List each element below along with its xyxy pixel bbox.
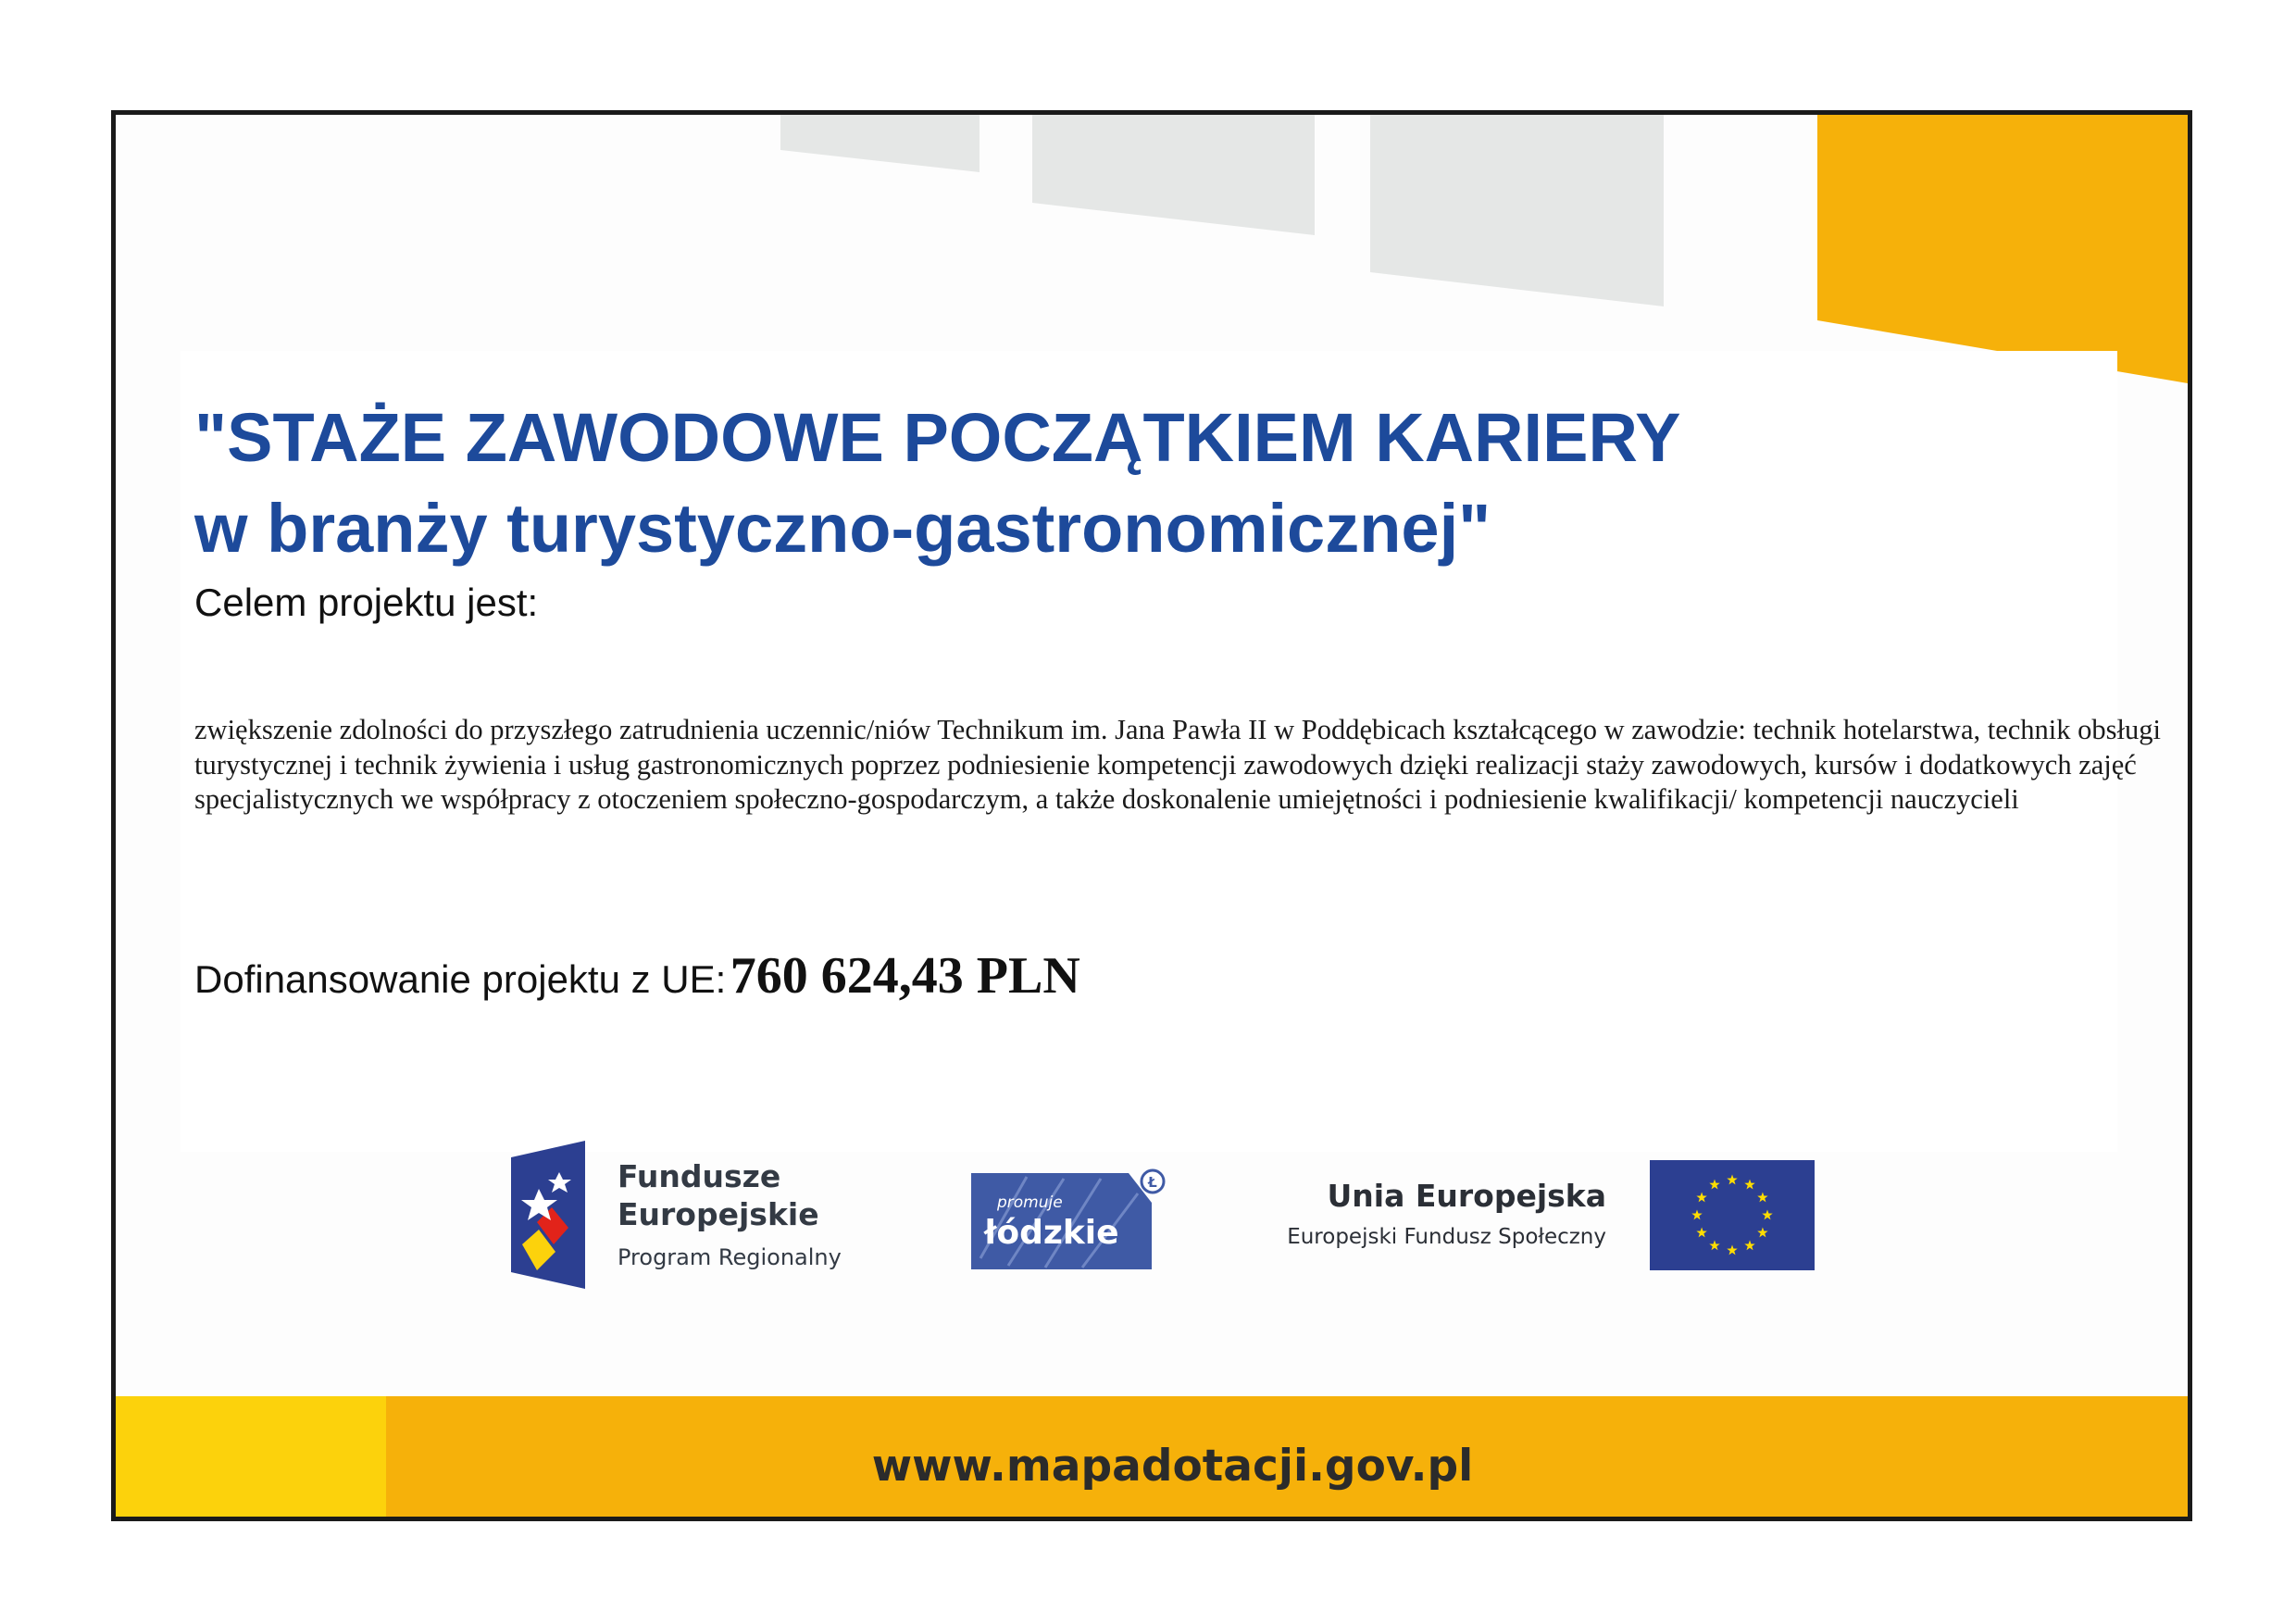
fe-name-line2: Europejskie	[618, 1196, 819, 1232]
poster-frame	[111, 110, 2192, 1521]
fundusze-europejskie-name	[618, 1157, 819, 1233]
funding-value: 760 624,43 PLN	[730, 947, 1080, 1005]
funding-label: Dofinansowanie projektu z UE:	[194, 957, 727, 1001]
project-title	[194, 393, 1681, 574]
grey-panel-2	[1032, 115, 1315, 235]
grey-panel-1	[780, 115, 980, 172]
eu-sub: Europejski Fundusz Społeczny	[1287, 1225, 1606, 1249]
goal-text: zwiększenie zdolności do przyszłego zatrudnienia uczennic/niów Technikum im. Jana Pawła II w Poddębicach kształcącego w zawodzie: technik hotelarstwa, technik obsługi turystycznej i technik żywienia i usług gastronomicznych poprzez podniesienie kompetencji zawodowych dzięki realizacji staży zawodowych, kursów i dodatkowych zajęć specjalistycznych we współpracy z otoczeniem społeczno-gospodarczym, a także doskonalenie umiejętności i podniesienie kwalifikacji/ kompetencji nauczycieli	[194, 714, 2161, 815]
fe-name-line1: Fundusze	[618, 1158, 781, 1194]
fundusze-europejskie-sub: Program Regionalny	[618, 1244, 842, 1270]
goal-label: Celem projektu jest:	[194, 581, 539, 624]
svg-text:Ł: Ł	[1148, 1174, 1157, 1191]
project-title-line2: w branży turystyczno-gastronomicznej"	[194, 490, 1491, 567]
lodzkie-main-text: łódzkie	[984, 1214, 1119, 1252]
fundusze-europejskie-logo	[511, 1141, 881, 1289]
funding-line	[194, 946, 1080, 1006]
grey-panel-3	[1370, 115, 1664, 306]
footer-url[interactable]: www.mapadotacji.gov.pl	[871, 1441, 1474, 1492]
promuje-lodzkie-logo	[971, 1166, 1170, 1277]
eu-flag-icon	[1650, 1160, 1815, 1270]
fundusze-europejskie-logo-icon	[511, 1141, 585, 1289]
eu-name: Unia Europejska	[1327, 1178, 1606, 1214]
eu-text-block	[1273, 1178, 1606, 1249]
project-title-line1: "STAŻE ZAWODOWE POCZĄTKIEM KARIERY	[194, 399, 1681, 476]
lodzkie-pre-text: promuje	[997, 1193, 1063, 1212]
orange-corner	[1817, 115, 2188, 383]
